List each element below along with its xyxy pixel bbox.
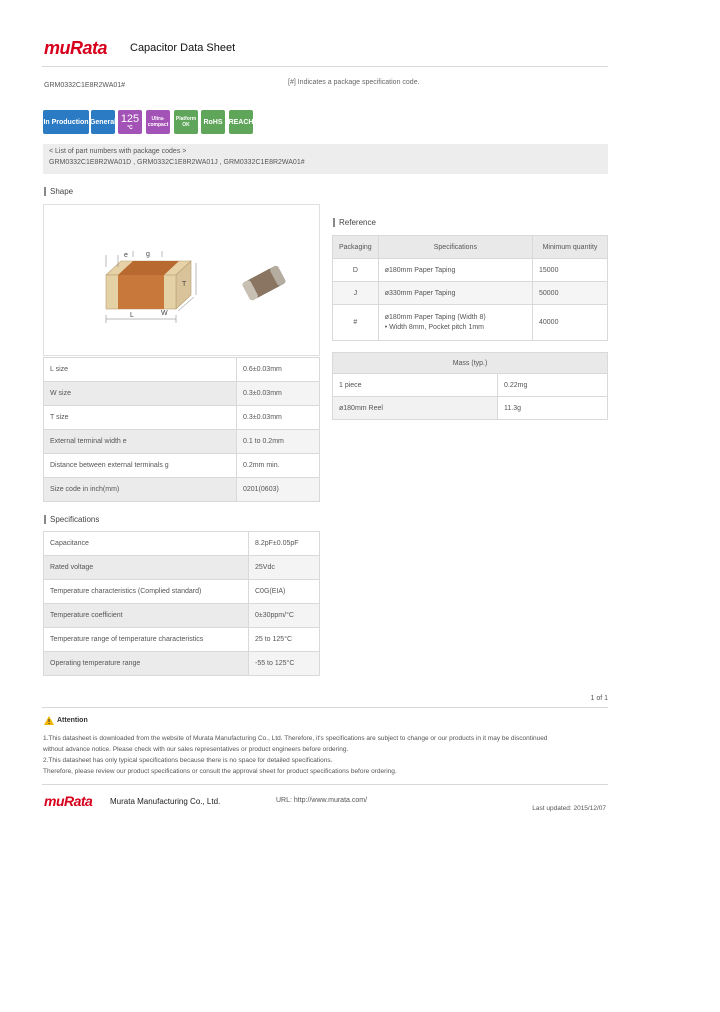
shape-row-value: 0.3±0.03mm [237, 382, 320, 406]
footer-url-link[interactable]: URL: http://www.murata.com/ [276, 797, 368, 804]
ref-spec: ø180mm Paper Taping (Width 8) [384, 313, 486, 321]
dim-label-t: T [182, 281, 187, 288]
ref-header-specifications: Specifications [378, 236, 532, 259]
shape-image-box [43, 204, 320, 356]
attention-heading [44, 716, 88, 725]
attention-text [43, 733, 613, 777]
specifications-table [43, 531, 320, 676]
part-list-items: GRM0332C1E8R2WA01D , GRM0332C1E8R2WA01J , GRM0332C1E8R2WA01# [49, 159, 305, 166]
spec-row-value: 8.2pF±0.05pF [249, 532, 320, 556]
warning-icon [44, 716, 54, 725]
attention-line-4: Therefore, please review our product specifications or consult the approval sheet for product specifications before ordering. [43, 768, 397, 775]
spec-row-label: Operating temperature range [44, 652, 249, 676]
shape-row-value: 0.3±0.03mm [237, 406, 320, 430]
spec-row-value: 0±30ppm/°C [249, 604, 320, 628]
ref-spec: ø330mm Paper Taping [378, 282, 532, 305]
ref-pkg: # [333, 305, 379, 341]
spec-row-value: 25 to 125°C [249, 628, 320, 652]
mass-header: Mass (typ.) [333, 353, 608, 374]
package-code-note: [#] Indicates a package specification code. [288, 79, 420, 86]
dim-label-l: L [130, 312, 134, 319]
ref-spec: ø180mm Paper Taping [378, 259, 532, 282]
shape-row-label: Size code in inch(mm) [44, 478, 237, 502]
mass-value: 11.3g [498, 397, 608, 420]
shape-row-label: External terminal width e [44, 430, 237, 454]
ref-header-packaging: Packaging [333, 236, 379, 259]
badge-general: General [91, 110, 115, 134]
shape-row-label: W size [44, 382, 237, 406]
spec-row-label: Temperature characteristics (Complied standard) [44, 580, 249, 604]
chip-photo [242, 265, 287, 301]
page-title: Capacitor Data Sheet [130, 42, 236, 54]
dim-label-w: W [161, 310, 168, 317]
dim-label-e: e [124, 252, 128, 259]
page-number: 1 of 1 [590, 695, 608, 702]
shape-row-label: Distance between external terminals g [44, 454, 237, 478]
shape-row-label: T size [44, 406, 237, 430]
shape-row-value: 0.2mm min. [237, 454, 320, 478]
ref-qty: 40000 [533, 305, 608, 341]
ref-qty: 50000 [533, 282, 608, 305]
part-list-heading: < List of part numbers with package codes > [49, 148, 187, 155]
spec-row-label: Temperature range of temperature characteristics [44, 628, 249, 652]
part-number: GRM0332C1E8R2WA01# [44, 82, 126, 89]
shape-section-title: Shape [44, 187, 73, 196]
footer-last-updated: Last updated: 2015/12/07 [532, 805, 606, 812]
attention-line-2: without advance notice. Please check with our sales representatives or product engineers before ordering. [43, 746, 349, 753]
ref-spec-cell [378, 305, 532, 341]
part-list-box [43, 144, 608, 174]
shape-row-value: 0.6±0.03mm [237, 358, 320, 382]
badge-platform-ok: Platform OK [174, 110, 198, 134]
ref-pkg: D [333, 259, 379, 282]
badge-125c: 125 °C [118, 110, 142, 134]
specifications-section-title: Specifications [44, 515, 99, 524]
badge-reach: REACH [229, 110, 253, 134]
ref-qty: 15000 [533, 259, 608, 282]
murata-logo: muRata [44, 38, 108, 58]
spec-row-value: 25Vdc [249, 556, 320, 580]
spec-row-label: Capacitance [44, 532, 249, 556]
badge-rohs: RoHS [201, 110, 225, 134]
mass-value: 0.22mg [498, 374, 608, 397]
mass-label: 1 piece [333, 374, 498, 397]
reference-table [332, 235, 608, 341]
shape-row-value: 0.1 to 0.2mm [237, 430, 320, 454]
reference-section-title: Reference [333, 218, 376, 227]
shape-row-value: 0201(0603) [237, 478, 320, 502]
footer-murata-logo: muRata [44, 793, 93, 809]
spec-row-value: C0G(EIA) [249, 580, 320, 604]
spec-row-label: Rated voltage [44, 556, 249, 580]
shape-row-label: L size [44, 358, 237, 382]
dim-label-g: g [146, 251, 150, 258]
ref-spec-detail: • Width 8mm, Pocket pitch 1mm [384, 323, 485, 331]
attention-line-3: 2.This datasheet has only typical specifications because there is no space for detailed specifications. [43, 757, 333, 764]
mass-table [332, 352, 608, 420]
attention-title: Attention [57, 717, 88, 724]
attention-line-1: 1.This datasheet is downloaded from the website of Murata Manufacturing Co., Ltd. Therefore, it's specifications are subject to change or our products in it may be discontinued [43, 735, 548, 742]
badge-ultra-compact: Ultra-compact [146, 110, 170, 134]
footer-company: Murata Manufacturing Co., Ltd. [110, 797, 221, 806]
chip-dimension-diagram [44, 205, 319, 355]
mass-label: ø180mm Reel [333, 397, 498, 420]
shape-dimensions-table [43, 357, 320, 502]
badge-in-production: In Production [43, 110, 89, 134]
spec-row-value: -55 to 125°C [249, 652, 320, 676]
ref-pkg: J [333, 282, 379, 305]
spec-row-label: Temperature coefficient [44, 604, 249, 628]
ref-header-min-qty: Minimum quantity [533, 236, 608, 259]
